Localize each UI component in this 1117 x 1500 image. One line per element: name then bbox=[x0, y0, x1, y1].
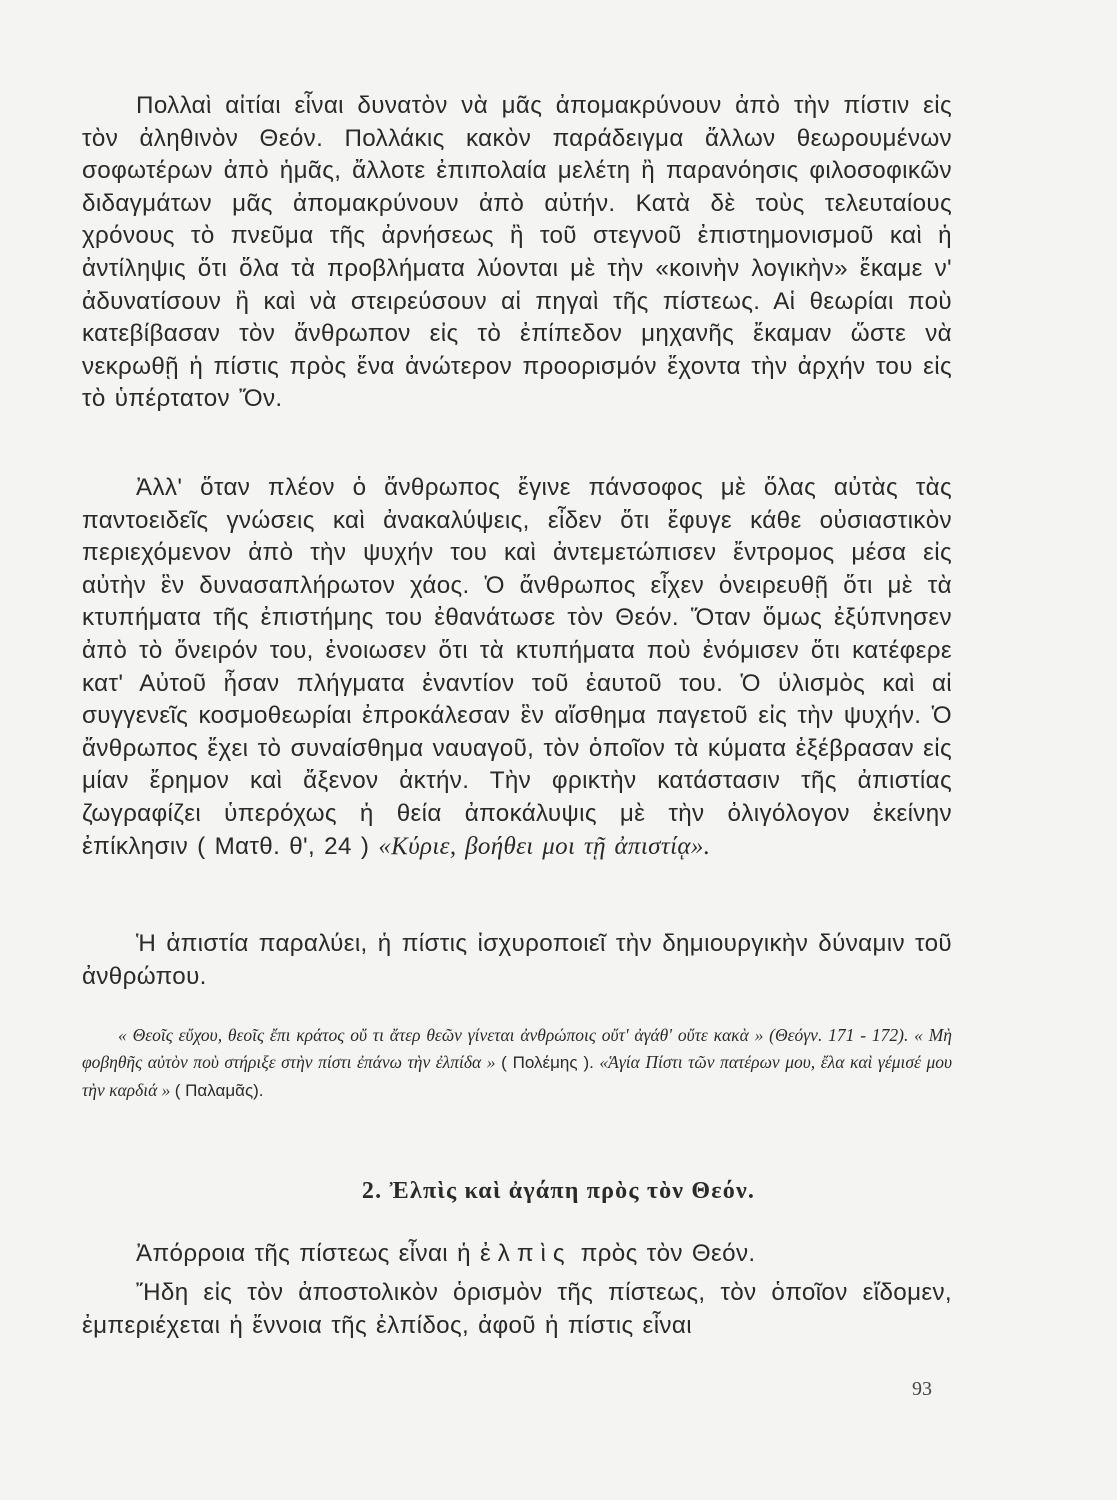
paragraph-apostolic-definition bbox=[82, 1277, 952, 1342]
section-heading bbox=[0, 1178, 1117, 1205]
paragraph-causes-of-unbelief bbox=[82, 90, 952, 416]
paragraph-text: Ἀλλ' ὅταν πλέον ὁ ἄνθρωπος ἔγινε πάνσοφος μὲ ὅλας αὐτὰς τὰς παντοειδεῖς γνώσεις καὶ ἀνακαλύψεις, εἶδεν ὅτι ἔφυγε κάθε οὐσιαστικὸν περιεχόμενον ἀπὸ τὴν ψυχήν του καὶ ἀντεμετώπισεν ἔντρομος μέσα εἰς αὐτὴν ἓν δυνασαπλήρωτον χάος. Ὁ ἄνθρωπος εἶχεν ὀνειρευθῇ ὅτι μὲ τὰ κτυπήματα τῆς ἐπιστήμης του ἐθανάτωσε τὸν Θεόν. Ὅταν ὅμως ἐξύπνησεν ἀπὸ τὸ ὄνειρόν του, ἐνοιωσεν ὅτι τὰ κτυπήματα ποὺ ἐνόμισεν ὅτι κατέφερε κατ' Αὐτοῦ ἦσαν πλήγματα ἐναντίον τοῦ ἑαυτοῦ του. Ὁ ὑλισμὸς καὶ αἱ συγγενεῖς κοσμοθεωρίαι ἐπροκάλεσαν ἓν αἴσθημα παγετοῦ εἰς τὴν ψυχήν. Ὁ ἄνθρωπος ἔχει τὸ συναίσθημα ναυαγοῦ, τὸν ὁποῖον τὰ κύματα ἐξέβρασαν εἰς μίαν ἔρημον καὶ ἄξενον ἀκτήν. Τὴν φρικτὴν κατάστασιν τῆς ἀπιστίας ζωγραφίζει ὑπερόχως ἡ θεία ἀποκάλυψις μὲ τὴν ὀλιγόλογον ἐκείνην ἐπίκλησιν ( Ματθ. θ', 24 ) bbox=[82, 474, 952, 860]
paragraph-modern-man bbox=[82, 472, 952, 863]
paragraph-hope-intro bbox=[82, 1238, 952, 1271]
paragraph-text: Ἡ ἀπιστία παραλύει, ἡ πίστις ἰσχυροποιεῖ τὴν δημιουργικὴν δύναμιν τοῦ ἀνθρώπου. bbox=[82, 930, 952, 990]
section-number: 2. bbox=[361, 1178, 383, 1204]
section-title: Ἐλπὶς καὶ ἀγάπη πρὸς τὸν Θεόν. bbox=[389, 1178, 756, 1204]
paragraph-text-end: πρὸς τὸν Θεόν. bbox=[580, 1240, 756, 1267]
footnote-quote-theognis: « Θεοῖς εὔχου, θεοῖς ἔπι κράτος οὔ τι ἄτερ θεῶν γίνεται ἀνθρώποις οὔτ' ἀγάθ' οὔτε κακὰ » (Θεόγν. 171 - 172). bbox=[118, 1025, 909, 1045]
paragraph-unbelief-paralyzes bbox=[82, 928, 952, 993]
footnote-source-polemis: ( Πολέμης ). bbox=[501, 1052, 594, 1072]
footnote-quote-palamas: «Ἁγία Πίστι τῶν πατέρων μου, ἔλα καὶ γέμισέ μου τὴν καρδιά » bbox=[82, 1051, 953, 1100]
emphasized-word: ἐλπὶς bbox=[479, 1240, 572, 1267]
scripture-quote: «Κύριε, βοήθει μοι τῇ ἀπιστίᾳ». bbox=[378, 832, 711, 860]
paragraph-text: Ἤδη εἰς τὸν ἀποστολικὸν ὁρισμὸν τῆς πίστεως, τὸν ὁποῖον εἴδομεν, ἐμπεριέχεται ἡ ἔννοια τῆς ἐλπίδος, ἀφοῦ ἡ πίστις εἶναι bbox=[82, 1279, 952, 1339]
page-number: 93 bbox=[912, 1378, 932, 1400]
footnote bbox=[82, 1022, 952, 1104]
paragraph-text: Πολλαὶ αἰτίαι εἶναι δυνατὸν νὰ μᾶς ἀπομακρύνουν ἀπὸ τὴν πίστιν εἰς τὸν ἀληθινὸν Θεόν. Πολλάκις κακὸν παράδειγμα ἄλλων θεωρουμένων σοφωτέρων ἀπὸ ἡμᾶς, ἄλλοτε ἐπιπολαία μελέτη ἢ παρανόησις φιλοσοφικῶν διδαγμάτων μᾶς ἀπομακρύνουν ἀπὸ αὐτήν. Κατὰ δὲ τοὺς τελευταίους χρόνους τὸ πνεῦμα τῆς ἀρνήσεως ἢ τοῦ στεγνοῦ ἐπιστημονισμοῦ καὶ ἡ ἀντίληψις ὅτι ὅλα τὰ προβλήματα λύονται μὲ τὴν «κοινὴν λογικὴν» ἔκαμε ν' ἀδυνατίσουν ἢ καὶ νὰ στειρεύσουν αἱ πηγαὶ τῆς πίστεως. Αἱ θεωρίαι ποὺ κατεβίβασαν τὸν ἄνθρωπον εἰς τὸ ἐπίπεδον μηχανῆς ἔκαμαν ὥστε νὰ νεκρωθῇ ἡ πίστις πρὸς ἕνα ἀνώτερον προορισμόν ἔχοντα τὴν ἀρχήν του εἰς τὸ ὑπέρτατον Ὄν. bbox=[82, 92, 952, 413]
footnote-quote-polemis: « Μὴ φοβηθῆς αὐτὸν ποὺ στήριξε στὴν πίστι ἐπάνω τὴν ἐλπίδα » bbox=[82, 1025, 952, 1072]
paragraph-text: Ἀπόρροια τῆς πίστεως εἶναι ἡ bbox=[136, 1240, 471, 1267]
footnote-source-palamas: ( Παλαμᾶς). bbox=[174, 1080, 264, 1100]
